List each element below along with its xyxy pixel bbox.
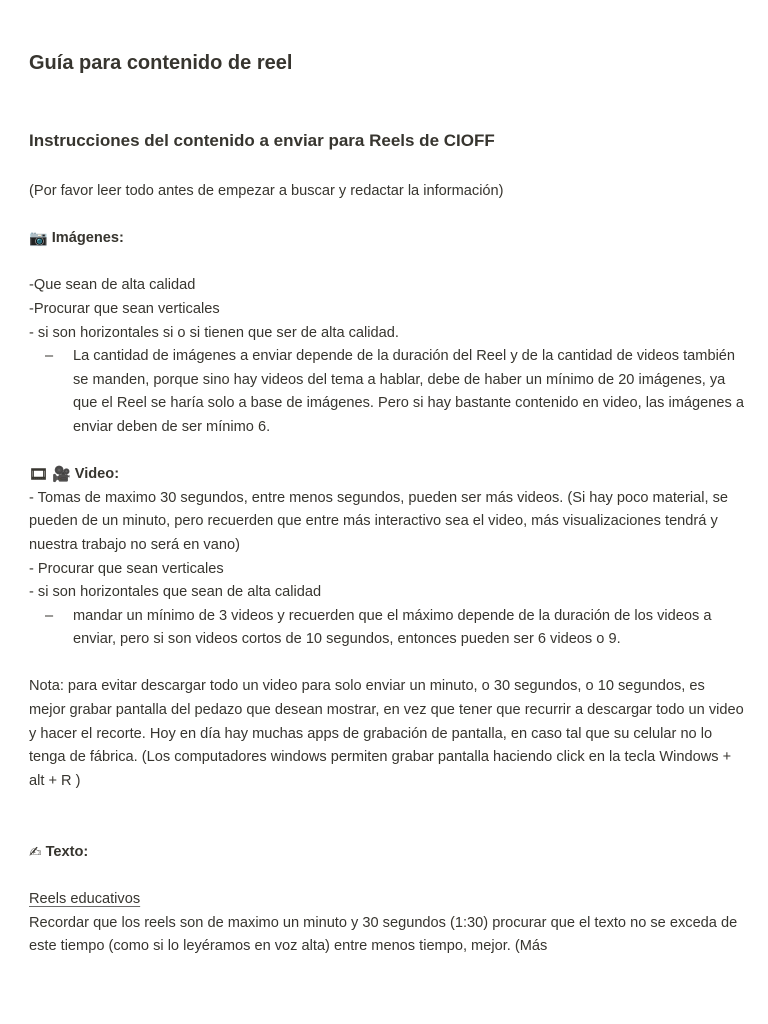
writing-hand-icon: ✍ bbox=[29, 843, 42, 862]
video-line-2: - Procurar que sean verticales bbox=[29, 560, 224, 577]
images-line-2: -Procurar que sean verticales bbox=[29, 300, 220, 317]
document-body bbox=[29, 180, 744, 959]
images-heading-label: Imágenes: bbox=[51, 230, 124, 247]
images-line-3: - si son horizontales si o si tienen que ser de alta calidad. bbox=[29, 324, 399, 341]
video-bullet-text: mandar un mínimo de 3 videos y recuerden que el máximo depende de la duración de los videos a enviar, pero si son videos cortos de 10 segundos, entonces pueden ser 6 videos o 9. bbox=[73, 607, 712, 648]
educational-reels-subheading: Reels educativos bbox=[29, 891, 141, 908]
images-line-1: -Que sean de alta calidad bbox=[29, 277, 196, 294]
images-heading bbox=[29, 227, 744, 251]
intro-text: (Por favor leer todo antes de empezar a buscar y redactar la información) bbox=[29, 183, 504, 199]
camera-icon: 📷 bbox=[29, 229, 48, 248]
film-frames-icon: 🎞 bbox=[29, 465, 49, 484]
video-heading bbox=[29, 463, 744, 487]
movie-camera-icon: 🎥 bbox=[52, 465, 71, 484]
text-paragraph: Recordar que los reels son de maximo un minuto y 30 segundos (1:30) procurar que el texto no se exceda de este tiempo (como si lo leyéramos en voz alta) entre menos tiempo, mejor. (Más bbox=[29, 914, 738, 955]
video-line-3: - si son horizontales que sean de alta calidad bbox=[29, 584, 322, 601]
page-subtitle: Instrucciones del contenido a enviar para Reels de CIOFF bbox=[29, 131, 495, 150]
bullet-dash: – bbox=[45, 607, 54, 624]
page-title: Guía para contenido de reel bbox=[29, 52, 293, 74]
images-bullet bbox=[29, 345, 744, 439]
text-heading bbox=[29, 841, 744, 865]
video-heading-label: Video: bbox=[74, 466, 120, 483]
images-bullet-text: La cantidad de imágenes a enviar depende de la duración del Reel y de la cantidad de videos también se manden, porque sino hay videos del tema a hablar, debe de haber un mínimo de 20 imágenes, ya que el Reel se haría solo a base de imágenes. Pero si hay bastante contenido en video, las imágenes a enviar deben de ser mínimo 6. bbox=[73, 348, 744, 435]
note-paragraph: Nota: para evitar descargar todo un video para solo enviar un minuto, o 30 segundos, o 10 segundos, es mejor grabar pantalla del pedazo que desean mostrar, en vez que tener que recurrir a descargar todo un video y hacer el recorte. Hoy en día hay muchas apps de grabación de pantalla, en caso tal que su celular no lo tenga de fábrica. (Los computadores windows permiten grabar pantalla haciendo click en la tecla Windows + alt + R ) bbox=[29, 678, 744, 789]
bullet-dash: – bbox=[45, 348, 54, 365]
video-line-1: - Tomas de maximo 30 segundos, entre menos segundos, pueden ser más videos. (Si hay poco material, se pueden de un minuto, pero recuerden que entre más interactivo sea el video, más visualizaciones tendrá y nuestra trabajo no será en vano) bbox=[29, 489, 728, 553]
video-bullet bbox=[29, 605, 744, 652]
text-heading-label: Texto: bbox=[45, 844, 89, 861]
